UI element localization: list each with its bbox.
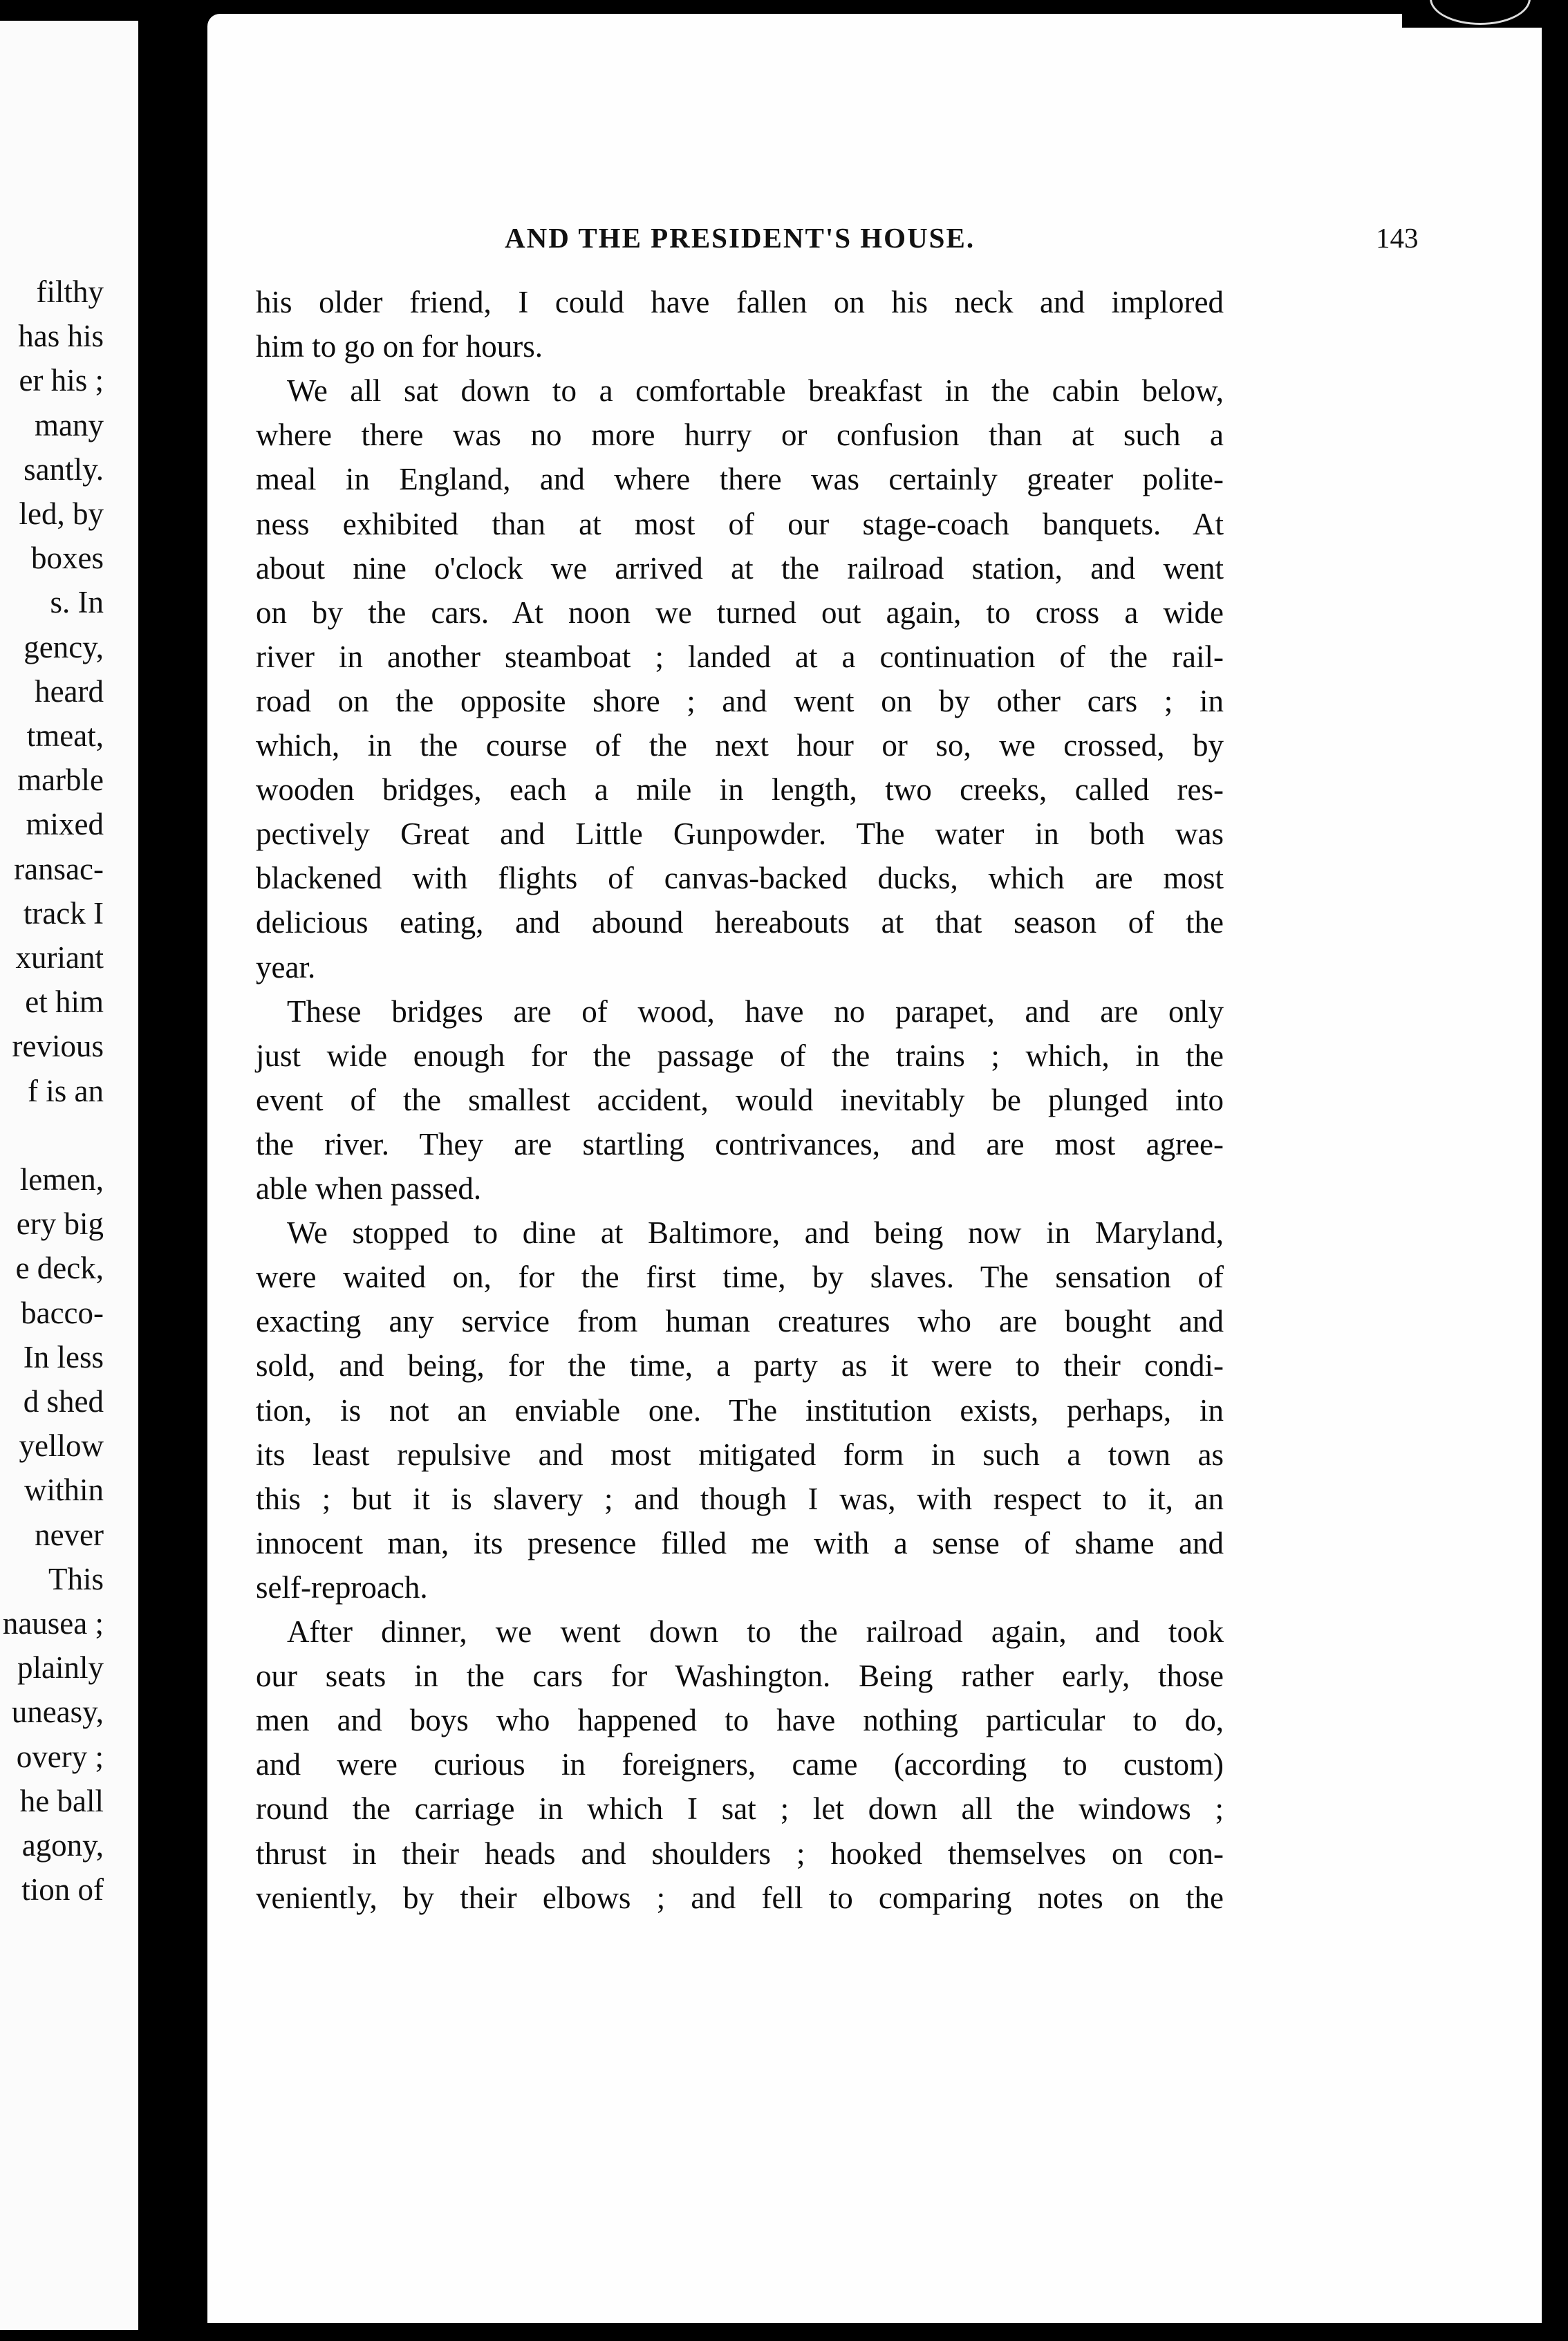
left-page-fragment: This <box>48 1561 104 1596</box>
left-page-fragment: filthy <box>36 274 104 309</box>
left-page-fragment: s. In <box>50 585 104 620</box>
left-page-fragment: santly. <box>24 451 104 487</box>
left-page-fragment: ransac- <box>14 851 104 886</box>
text-line: which, in the course of the next hour or so, we crossed, by <box>256 728 1224 763</box>
text-line: our seats in the cars for Washington. Being rather early, those <box>256 1659 1224 1694</box>
text-line: exacting any service from human creatures who are bought and <box>256 1304 1224 1339</box>
text-line: After dinner, we went down to the railroad again, and took <box>287 1614 1224 1649</box>
left-page-fragment: track I <box>23 895 104 931</box>
left-page-fragment: within <box>24 1473 104 1508</box>
text-line: blackened with flights of canvas-backed ducks, which are most <box>256 861 1224 896</box>
text-line: tion, is not an enviable one. The institution exists, perhaps, in <box>256 1392 1224 1428</box>
text-line: able when passed. <box>256 1171 482 1206</box>
text-line: river in another steamboat ; landed at a continuation of the rail- <box>256 639 1224 674</box>
text-line: this ; but it is slavery ; and though I was, with respect to it, an <box>256 1481 1224 1516</box>
left-page-fragment: plainly <box>17 1650 104 1686</box>
text-line: were waited on, for the first time, by slaves. The sensation of <box>256 1260 1224 1295</box>
text-line: delicious eating, and abound hereabouts at that season of the <box>256 905 1224 940</box>
left-page-fragment: boxes <box>31 541 104 576</box>
left-facing-page <box>0 21 138 2330</box>
text-line: on by the cars. At noon we turned out again, to cross a wide <box>256 595 1224 630</box>
left-page-fragment: ery big <box>16 1206 104 1242</box>
left-page-fragment: agony, <box>21 1828 104 1863</box>
left-page-fragment: tion of <box>21 1872 104 1908</box>
text-line: ness exhibited than at most of our stage-coach banquets. At <box>256 506 1224 541</box>
text-line: where there was no more hurry or confusion than at such a <box>256 418 1224 453</box>
text-line: him to go on for hours. <box>256 329 543 364</box>
text-line: men and boys who happened to have nothing particular to do, <box>256 1703 1224 1738</box>
left-page-fragment: bacco- <box>21 1295 104 1330</box>
left-page-fragment: revious <box>12 1029 104 1064</box>
text-line: thrust in their heads and shoulders ; hooked themselves on con- <box>256 1836 1224 1871</box>
text-line: innocent man, its presence filled me with a sense of shame and <box>256 1525 1224 1560</box>
text-line: about nine o'clock we arrived at the railroad station, and went <box>256 550 1224 586</box>
text-line: round the carriage in which I sat ; let down all the windows ; <box>256 1791 1224 1827</box>
left-page-fragment: overy ; <box>16 1739 104 1774</box>
left-page-fragment: et him <box>25 985 104 1020</box>
running-head: AND THE PRESIDENT'S HOUSE. <box>505 222 976 254</box>
left-page-fragment: e deck, <box>15 1251 104 1286</box>
text-line: just wide enough for the passage of the trains ; which, in the <box>256 1038 1224 1073</box>
text-line: We all sat down to a comfortable breakfast in the cabin below, <box>287 373 1224 409</box>
text-line: pectively Great and Little Gunpowder. The water in both was <box>256 817 1224 852</box>
left-page-fragment: gency, <box>24 629 104 664</box>
left-page-fragment: er his ; <box>19 363 104 398</box>
left-page-fragment: d shed <box>23 1384 104 1419</box>
text-line: sold, and being, for the time, a party as it were to their condi- <box>256 1348 1224 1383</box>
left-page-fragment: In less <box>23 1339 104 1374</box>
text-line: and were curious in foreigners, came (according to custom) <box>256 1747 1224 1782</box>
left-page-fragment: mixed <box>26 807 104 842</box>
text-line: veniently, by their elbows ; and fell to comparing notes on the <box>256 1880 1224 1915</box>
scan-edge <box>1402 0 1568 28</box>
text-line: wooden bridges, each a mile in length, two creeks, called res- <box>256 772 1224 808</box>
left-page-fragment: uneasy, <box>11 1695 104 1730</box>
book-page <box>207 14 1542 2323</box>
text-line: event of the smallest accident, would inevitably be plunged into <box>256 1082 1224 1117</box>
left-page-fragment: he ball <box>19 1783 104 1818</box>
left-page-fragment: heard <box>35 673 104 709</box>
text-line: self-reproach. <box>256 1569 428 1605</box>
text-line: his older friend, I could have fallen on his neck and implored <box>256 285 1224 319</box>
left-page-fragment: led, by <box>19 496 104 531</box>
page-gutter <box>138 14 207 2341</box>
left-page-fragment: many <box>35 407 104 442</box>
left-page-fragment: f is an <box>28 1073 104 1108</box>
left-page-fragment: has his <box>18 319 104 354</box>
left-page-fragment: never <box>35 1517 104 1552</box>
left-page-fragment: nausea ; <box>2 1606 104 1641</box>
text-line: These bridges are of wood, have no parapet, and are only <box>287 994 1224 1029</box>
text-line: meal in England, and where there was certainly greater polite- <box>256 462 1224 497</box>
left-page-fragment: marble <box>17 763 104 798</box>
left-page-fragment: tmeat, <box>26 718 104 753</box>
left-page-fragment: xuriant <box>15 940 104 975</box>
text-line: its least repulsive and most mitigated form in such a town as <box>256 1437 1224 1472</box>
left-page-fragment: yellow <box>19 1428 104 1464</box>
page-number: 143 <box>1376 222 1419 254</box>
text-line: We stopped to dine at Baltimore, and being now in Maryland, <box>287 1215 1224 1251</box>
text-line: the river. They are startling contrivances, and are most agree- <box>256 1126 1224 1162</box>
text-line: year. <box>256 949 316 985</box>
left-page-fragment: lemen, <box>19 1162 104 1197</box>
text-line: road on the opposite shore ; and went on by other cars ; in <box>256 683 1224 718</box>
